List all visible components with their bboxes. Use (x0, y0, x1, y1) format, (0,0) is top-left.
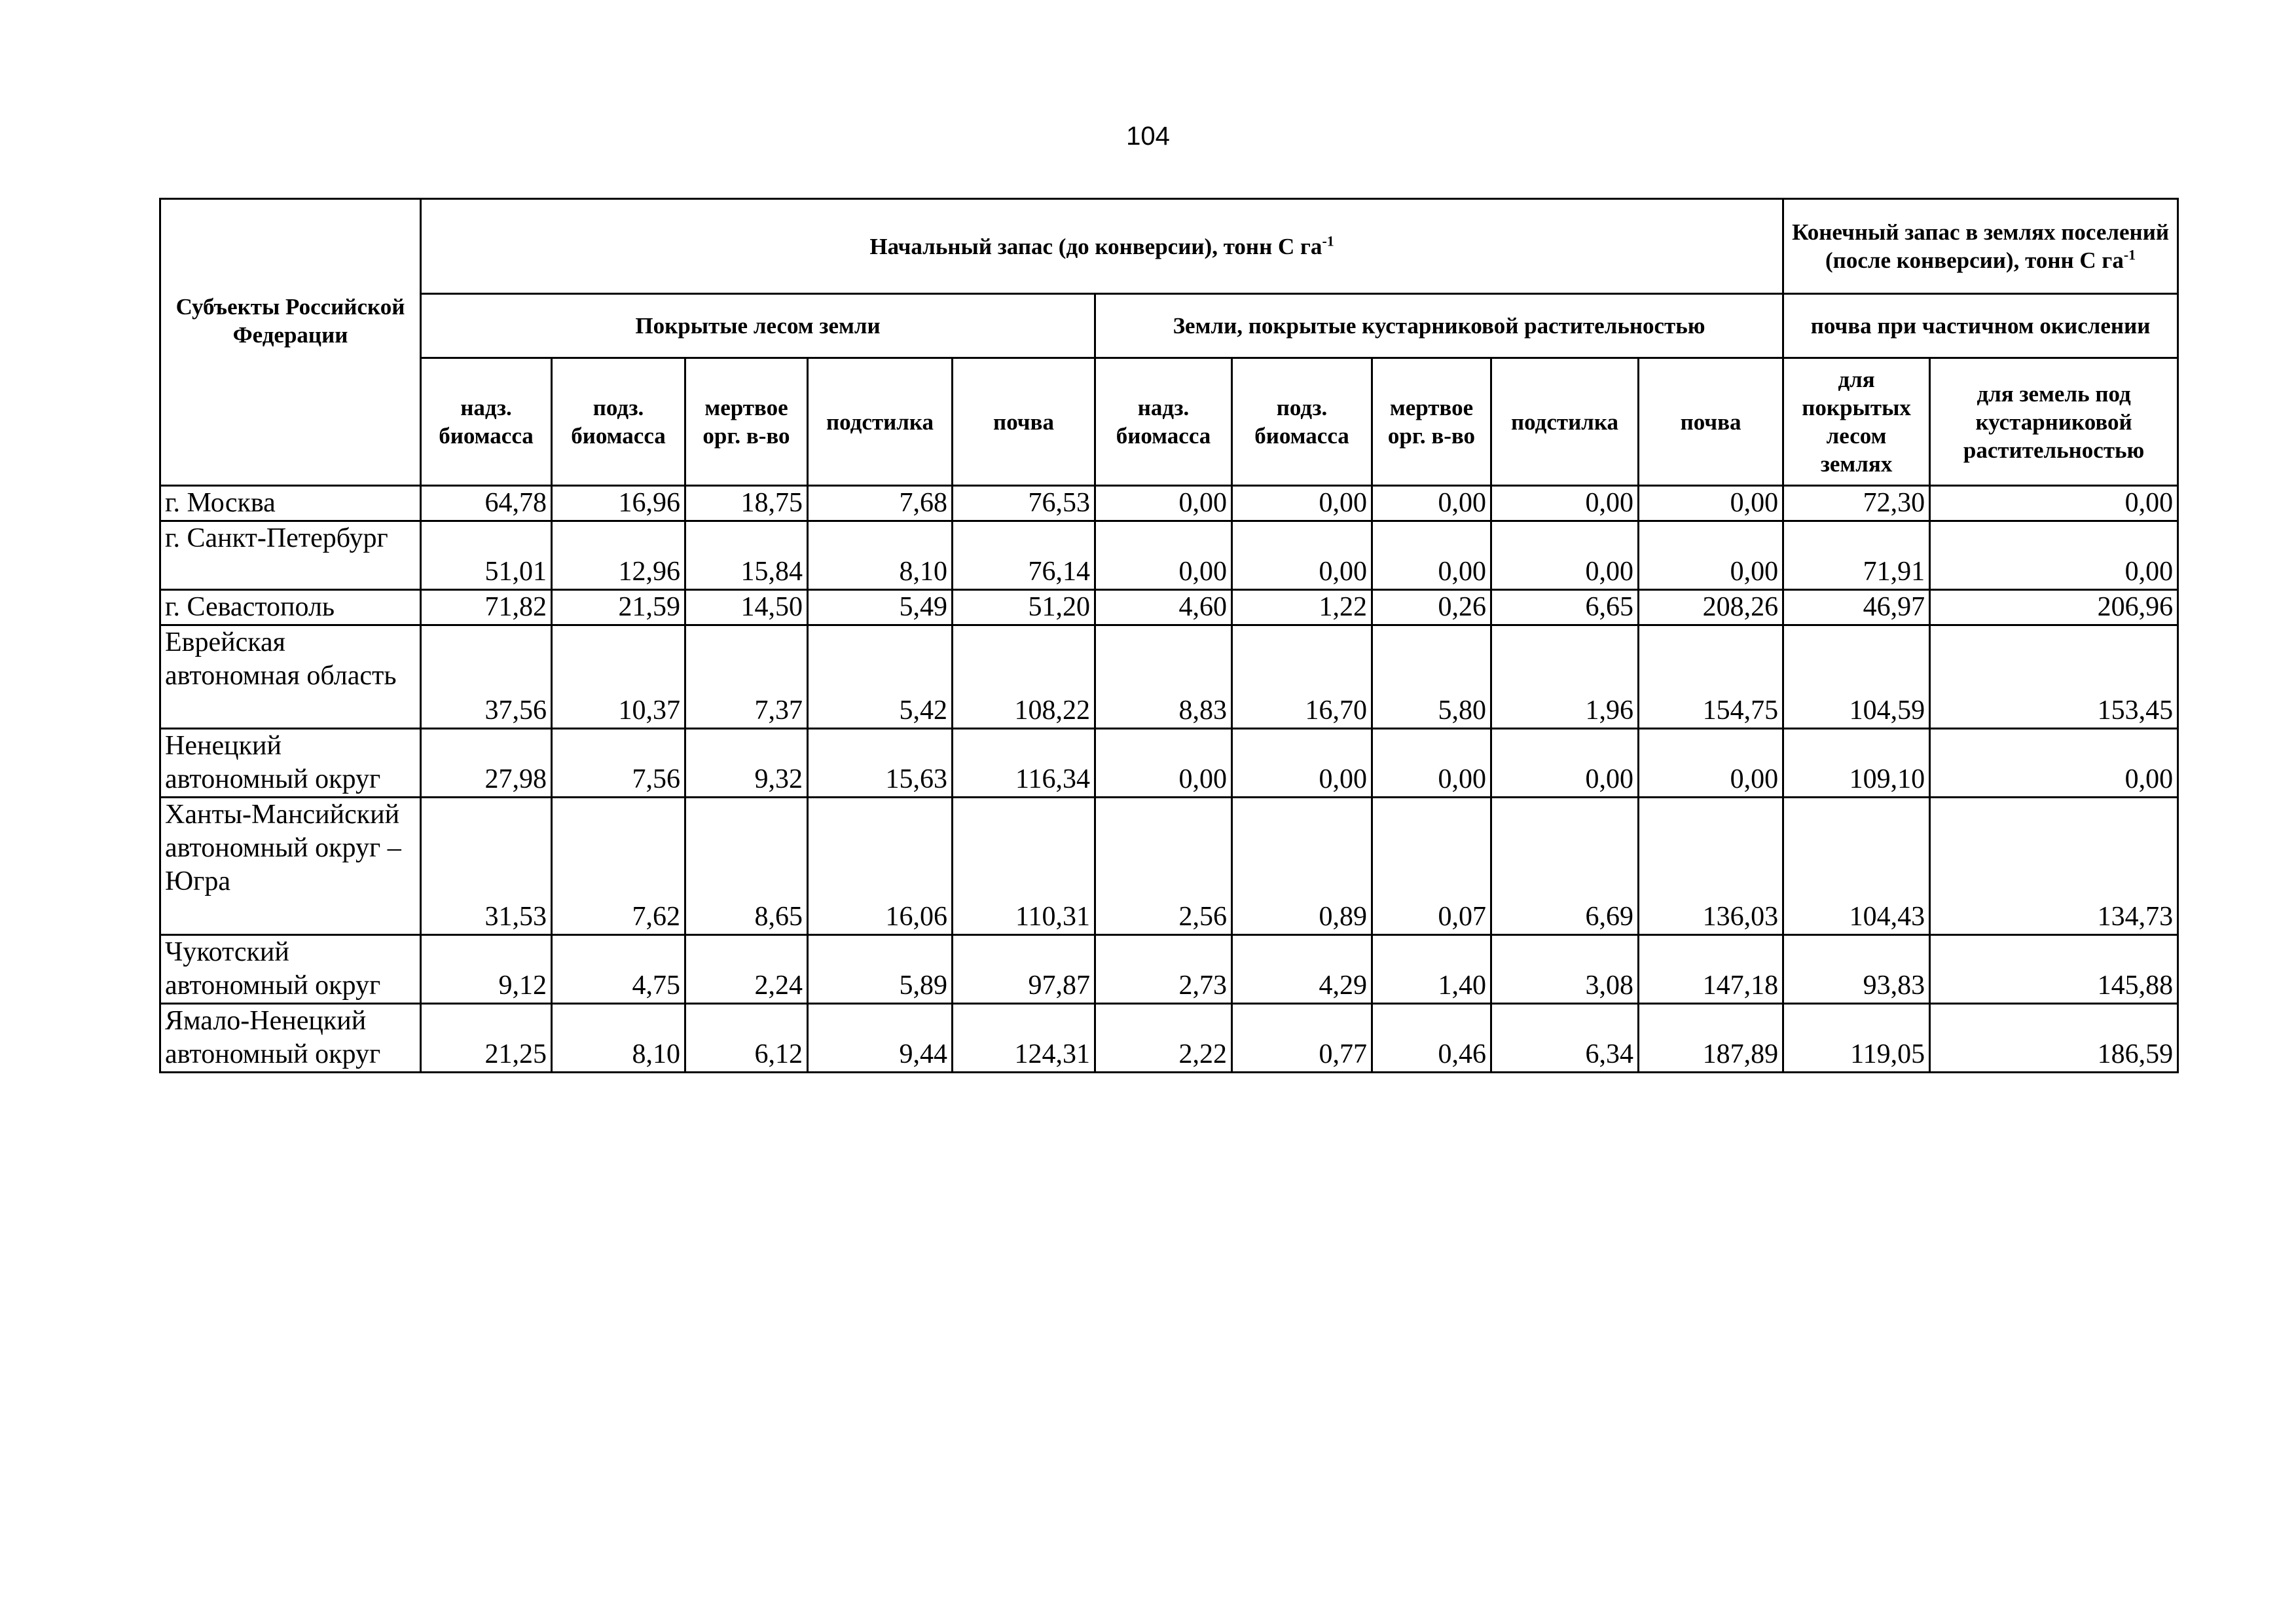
table-cell: 37,56 (421, 625, 552, 729)
table-cell: 16,96 (552, 486, 685, 521)
table-cell: 0,00 (1639, 521, 1783, 590)
row-subject-name: г. Санкт-Петербург (160, 521, 421, 590)
table-cell: 187,89 (1639, 1004, 1783, 1073)
table-cell: 0,77 (1232, 1004, 1372, 1073)
table-cell: 64,78 (421, 486, 552, 521)
table-cell: 2,56 (1095, 798, 1232, 935)
table-cell: 153,45 (1930, 625, 2178, 729)
table-cell: 76,14 (953, 521, 1095, 590)
header-initial-stock: Начальный запас (до конверсии), тонн С $га^{-1}$ (421, 199, 1783, 294)
table-cell: 93,83 (1783, 935, 1930, 1004)
row-subject-name: г. Севастополь (160, 590, 421, 625)
table-cell: 0,00 (1232, 521, 1372, 590)
table-cell: 206,96 (1930, 590, 2178, 625)
table-cell: 51,20 (953, 590, 1095, 625)
table-cell: 21,25 (421, 1004, 552, 1073)
header-soil-partial-oxidation: почва при частичном окислении (1783, 294, 2178, 358)
table-body (160, 486, 2178, 1073)
table-cell: 2,24 (685, 935, 808, 1004)
table-cell: 10,37 (552, 625, 685, 729)
table-cell: 16,70 (1232, 625, 1372, 729)
table-cell: 0,00 (1372, 729, 1491, 798)
table-cell: 0,00 (1372, 486, 1491, 521)
table-cell: 0,46 (1372, 1004, 1491, 1073)
table-cell: 46,97 (1783, 590, 1930, 625)
table-cell: 21,59 (552, 590, 685, 625)
table-cell: 0,07 (1372, 798, 1491, 935)
col-header-for-shrub: для земель под кустарниковой растительностью (1930, 358, 2178, 486)
table-cell: 2,73 (1095, 935, 1232, 1004)
table-cell: 8,83 (1095, 625, 1232, 729)
table-cell: 0,00 (1930, 486, 2178, 521)
table-row (160, 935, 2178, 1004)
table-cell: 6,34 (1491, 1004, 1639, 1073)
table-cell: 8,65 (685, 798, 808, 935)
table-cell: 0,00 (1232, 729, 1372, 798)
table-cell: 108,22 (953, 625, 1095, 729)
table-cell: 97,87 (953, 935, 1095, 1004)
header-forest-lands: Покрытые лесом земли (421, 294, 1095, 358)
row-subject-name: Ханты-Мансийский автономный округ – Югра (160, 798, 421, 935)
table-cell: 0,00 (1372, 521, 1491, 590)
table-cell: 9,12 (421, 935, 552, 1004)
table-cell: 2,22 (1095, 1004, 1232, 1073)
table-cell: 104,43 (1783, 798, 1930, 935)
table-cell: 72,30 (1783, 486, 1930, 521)
table-cell: 0,89 (1232, 798, 1372, 935)
table-cell: 0,00 (1491, 729, 1639, 798)
table-cell: 14,50 (685, 590, 808, 625)
table-cell: 8,10 (552, 1004, 685, 1073)
table-cell: 5,89 (808, 935, 953, 1004)
table-cell: 27,98 (421, 729, 552, 798)
table-cell: 104,59 (1783, 625, 1930, 729)
table-cell: 145,88 (1930, 935, 2178, 1004)
col-header-for-forest: для покрытых лесом землях (1783, 358, 1930, 486)
table-cell: 116,34 (953, 729, 1095, 798)
col-header-soil: почва (1639, 358, 1783, 486)
table-cell: 15,84 (685, 521, 808, 590)
table-cell: 51,01 (421, 521, 552, 590)
table-row (160, 521, 2178, 590)
table-cell: 110,31 (953, 798, 1095, 935)
table-cell: 0,00 (1639, 486, 1783, 521)
table-cell: 109,10 (1783, 729, 1930, 798)
table-cell: 134,73 (1930, 798, 2178, 935)
table-cell: 186,59 (1930, 1004, 2178, 1073)
carbon-stock-table (159, 198, 2179, 1073)
table-cell: 0,00 (1491, 521, 1639, 590)
table-cell: 0,00 (1930, 729, 2178, 798)
col-header-litter: подстилка (808, 358, 953, 486)
table-row (160, 729, 2178, 798)
table-cell: 9,44 (808, 1004, 953, 1073)
table-cell: 0,00 (1491, 486, 1639, 521)
table-row (160, 625, 2178, 729)
table-cell: 5,42 (808, 625, 953, 729)
table-cell: 12,96 (552, 521, 685, 590)
page-number: 104 (1126, 122, 1170, 151)
table-cell: 0,00 (1232, 486, 1372, 521)
table-cell: 119,05 (1783, 1004, 1930, 1073)
table-cell: 7,56 (552, 729, 685, 798)
row-subject-name: Чукотский автономный округ (160, 935, 421, 1004)
table-cell: 124,31 (953, 1004, 1095, 1073)
col-header-above-biomass: надз. биомасса (421, 358, 552, 486)
table-cell: 9,32 (685, 729, 808, 798)
table-cell: 0,00 (1095, 729, 1232, 798)
table-cell: 0,00 (1639, 729, 1783, 798)
table-cell: 6,65 (1491, 590, 1639, 625)
table-row (160, 486, 2178, 521)
table-cell: 4,29 (1232, 935, 1372, 1004)
table-row (160, 590, 2178, 625)
table-cell: 6,69 (1491, 798, 1639, 935)
table-cell: 15,63 (808, 729, 953, 798)
table-cell: 6,12 (685, 1004, 808, 1073)
table-cell: 16,06 (808, 798, 953, 935)
col-header-dead-organic: мертвое орг. в-во (1372, 358, 1491, 486)
table-cell: 5,80 (1372, 625, 1491, 729)
header-final-stock: Конечный запас в землях поселений (после конверсии), тонн С $га^{-1}$ (1783, 199, 2178, 294)
table-cell: 76,53 (953, 486, 1095, 521)
table-cell: 31,53 (421, 798, 552, 935)
table-cell: 71,82 (421, 590, 552, 625)
table-row (160, 798, 2178, 935)
table-cell: 0,26 (1372, 590, 1491, 625)
table-cell: 136,03 (1639, 798, 1783, 935)
table-cell: 0,00 (1095, 521, 1232, 590)
table-cell: 4,60 (1095, 590, 1232, 625)
table-cell: 7,68 (808, 486, 953, 521)
table-cell: 0,00 (1930, 521, 2178, 590)
table-cell: 208,26 (1639, 590, 1783, 625)
row-subject-name: г. Москва (160, 486, 421, 521)
table-cell: 7,37 (685, 625, 808, 729)
table-cell: 1,22 (1232, 590, 1372, 625)
row-subject-name: Ненецкий автономный округ (160, 729, 421, 798)
table-cell: 5,49 (808, 590, 953, 625)
header-subjects: Субъекты Российской Федерации (160, 199, 421, 486)
table-cell: 154,75 (1639, 625, 1783, 729)
col-header-above-biomass: надз. биомасса (1095, 358, 1232, 486)
table-row (160, 1004, 2178, 1073)
table-cell: 8,10 (808, 521, 953, 590)
table-cell: 147,18 (1639, 935, 1783, 1004)
table-cell: 1,40 (1372, 935, 1491, 1004)
table-cell: 71,91 (1783, 521, 1930, 590)
col-header-dead-organic: мертвое орг. в-во (685, 358, 808, 486)
col-header-litter: подстилка (1491, 358, 1639, 486)
header-shrub-lands: Земли, покрытые кустарниковой растительностью (1095, 294, 1783, 358)
col-header-soil: почва (953, 358, 1095, 486)
table-cell: 4,75 (552, 935, 685, 1004)
col-header-below-biomass: подз. биомасса (552, 358, 685, 486)
table-cell: 3,08 (1491, 935, 1639, 1004)
col-header-below-biomass: подз. биомасса (1232, 358, 1372, 486)
table-cell: 7,62 (552, 798, 685, 935)
row-subject-name: Еврейская автономная область (160, 625, 421, 729)
table-cell: 1,96 (1491, 625, 1639, 729)
table-cell: 0,00 (1095, 486, 1232, 521)
row-subject-name: Ямало-Ненецкий автономный округ (160, 1004, 421, 1073)
table-cell: 18,75 (685, 486, 808, 521)
